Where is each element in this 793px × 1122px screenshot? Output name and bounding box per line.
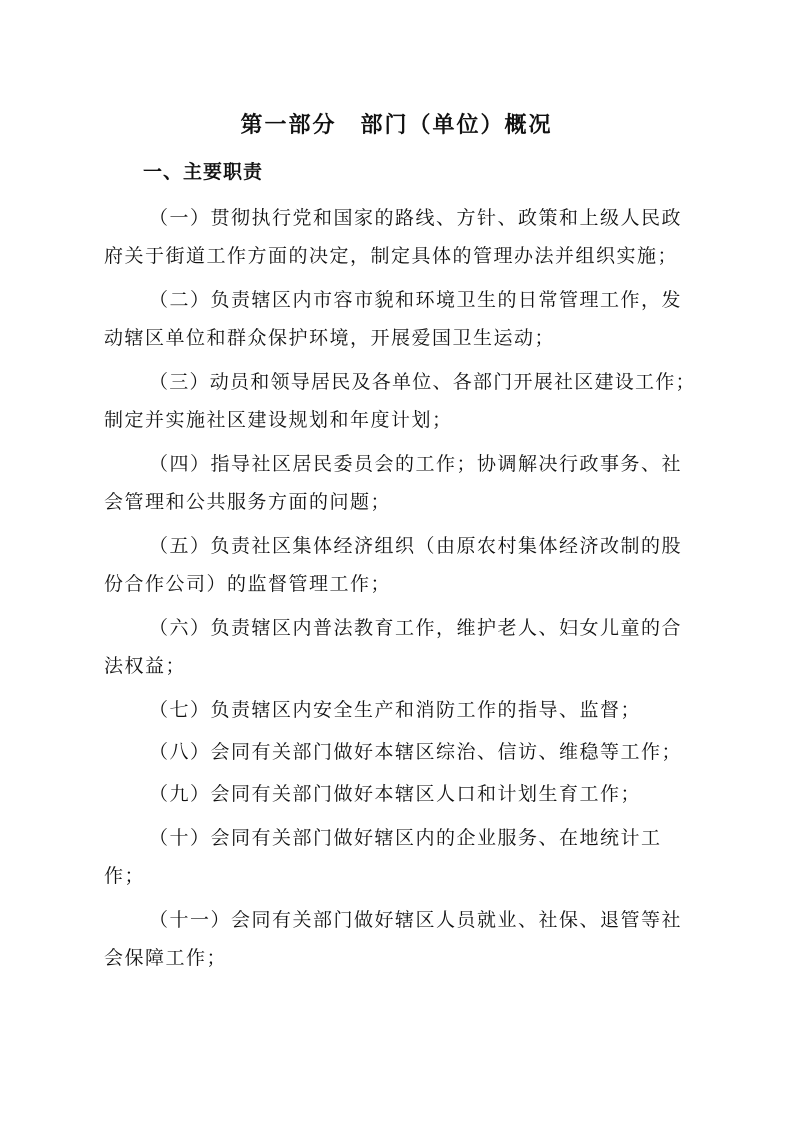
item-11-line-2: 会保障工作； [104, 947, 228, 969]
item-4-line-2: 会管理和公共服务方面的问题； [104, 491, 392, 513]
item-10-line-1: （十）会同有关部门做好辖区内的企业服务、在地统计工 [149, 827, 662, 849]
item-3-line-2: 制定并实施社区建设规划和年度计划； [104, 409, 453, 431]
item-10-line-2: 作； [104, 865, 146, 887]
item-5-line-1: （五）负责社区集体经济组织（由原农村集体经济改制的股 [149, 535, 683, 557]
item-2-line-1: （二）负责辖区内市容市貌和环境卫生的日常管理工作，发 [149, 289, 683, 311]
page-title: 第一部分 部门（单位）概况 [240, 113, 553, 138]
item-6-line-1: （六）负责辖区内普法教育工作，维护老人、妇女儿童的合 [149, 617, 683, 639]
item-7-line-1: （七）负责辖区内安全生产和消防工作的指导、监督； [149, 699, 642, 721]
item-6-line-2: 法权益； [104, 655, 187, 677]
item-2-line-2: 动辖区单位和群众保护环境，开展爱国卫生运动； [104, 327, 556, 349]
item-1-line-1: （一）贯彻执行党和国家的路线、方针、政策和上级人民政 [149, 207, 683, 229]
item-11-line-1: （十一）会同有关部门做好辖区人员就业、社保、退管等社 [149, 909, 683, 931]
item-1-line-2: 府关于街道工作方面的决定，制定具体的管理办法并组织实施； [104, 245, 679, 267]
item-4-line-1: （四）指导社区居民委员会的工作；协调解决行政事务、社 [149, 453, 683, 475]
item-8-line-1: （八）会同有关部门做好本辖区综治、信访、维稳等工作； [149, 741, 683, 763]
item-9-line-1: （九）会同有关部门做好本辖区人口和计划生育工作； [149, 783, 642, 805]
item-3-line-1: （三）动员和领导居民及各单位、各部门开展社区建设工作； [149, 371, 696, 393]
item-5-line-2: 份合作公司）的监督管理工作； [104, 573, 392, 595]
section-heading: 一、主要职责 [143, 161, 264, 183]
